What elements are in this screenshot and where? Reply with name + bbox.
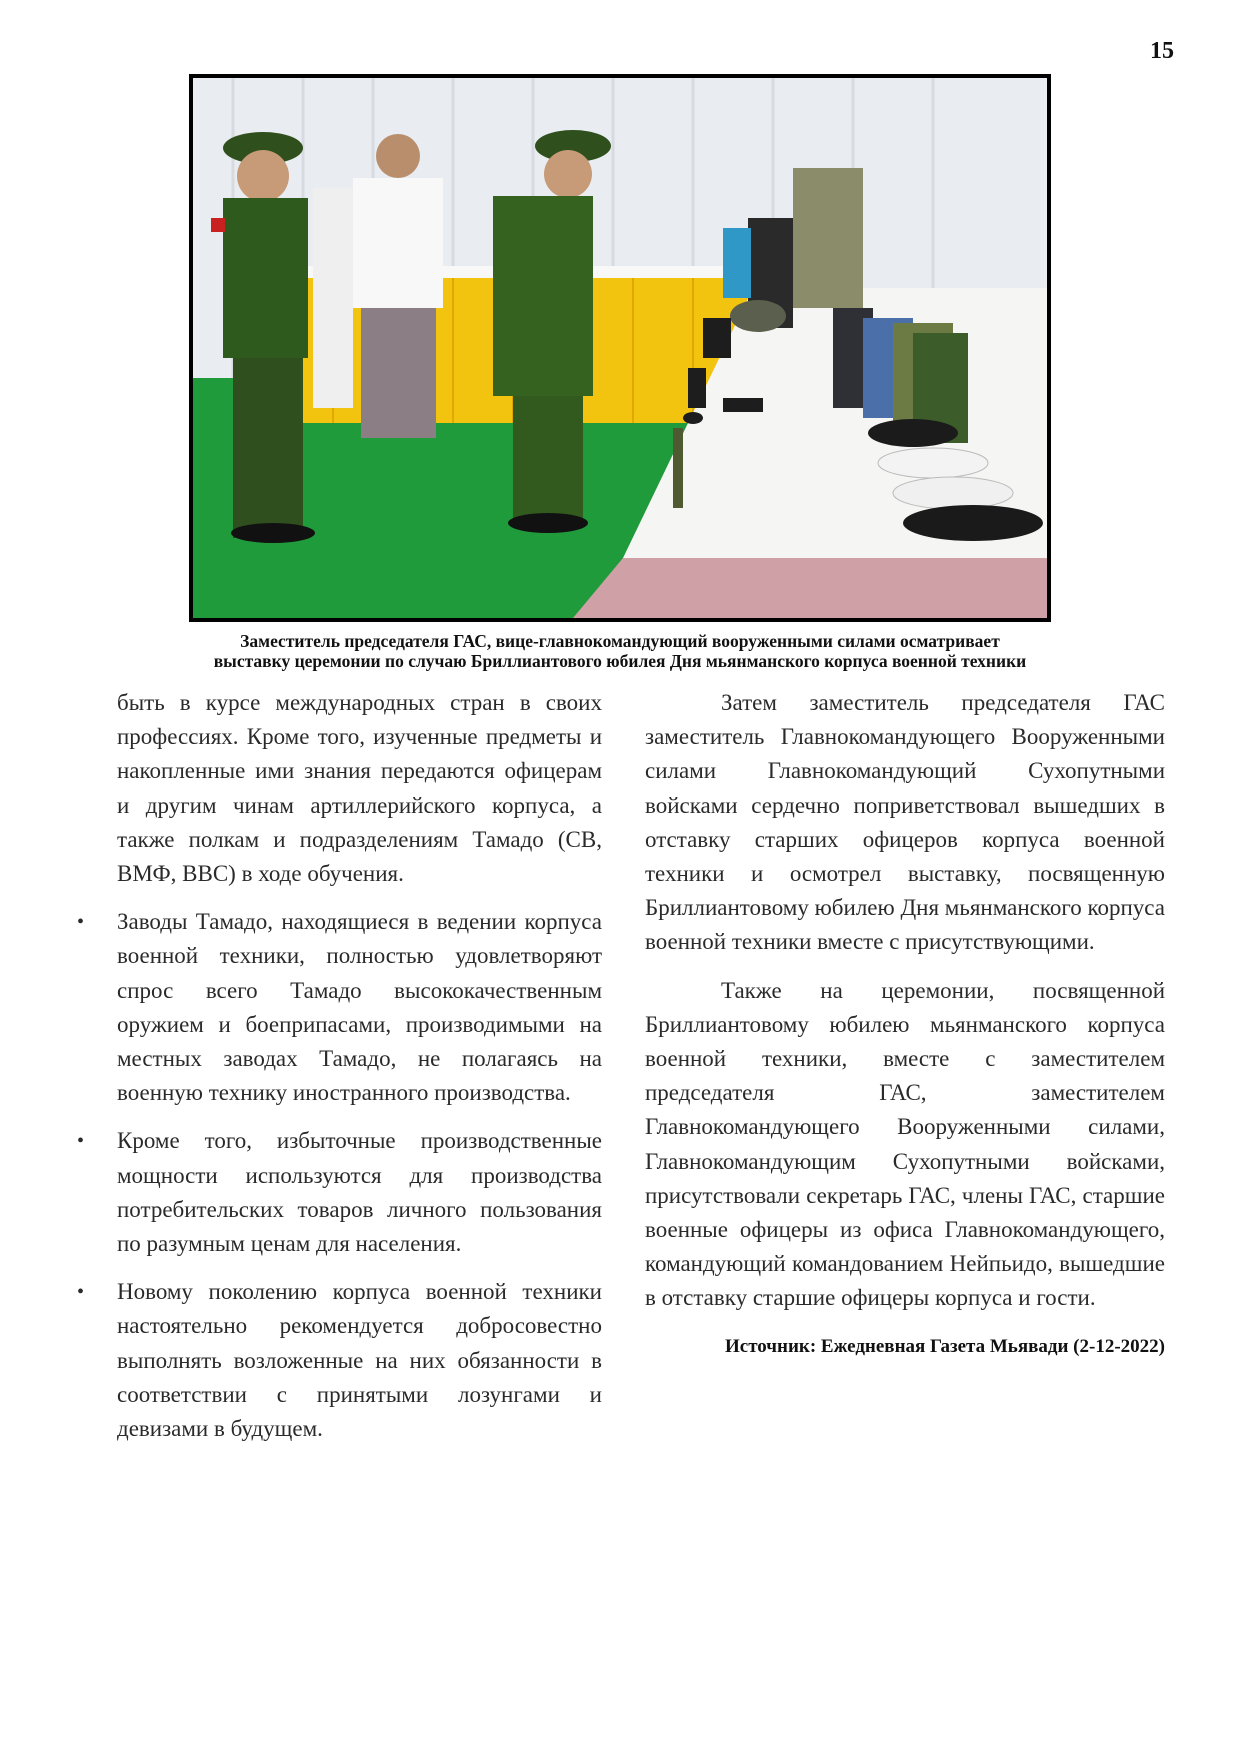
left-intro-paragraph: быть в курсе международных стран в своих профессиях. Кроме того, изученные предметы и накопленные ими знания передаются офицерам и другим чинам артиллерийского корпуса, а также полкам и подразделениям Тамадо (СВ, ВМФ, ВВС) в ходе обучения. <box>117 690 602 887</box>
source-citation: Источник: Ежедневная Газета Мьявади (2-12-2022) <box>725 1335 1165 1357</box>
page-number: 15 <box>1150 38 1174 64</box>
caption-line-1: Заместитель председателя ГАС, вице-главнокомандующий вооруженными силами осматривает <box>240 631 1000 651</box>
bullet-icon: • <box>77 911 85 934</box>
bullet-item <box>77 1124 602 1261</box>
bullet-text: Кроме того, избыточные производственные мощности используются для производства потребительских товаров личного пользования по разумным ценам для населения. <box>117 1128 602 1257</box>
caption-line-2: выставку церемонии по случаю Бриллиантового юбилея Дня мьянманского корпуса военной техники <box>213 651 1027 671</box>
left-column <box>77 686 602 1460</box>
bullet-item <box>77 905 602 1110</box>
bullet-icon: • <box>77 1130 85 1153</box>
bullet-icon: • <box>77 1281 85 1304</box>
right-column <box>645 686 1165 1364</box>
right-paragraph-2: Также на церемонии, посвященной Бриллиантовому юбилею мьянманского корпуса военной техники, вместе с заместителем председателя ГАС, заместителем Главнокомандующего Вооруженными силами, Главнокомандующим Сухопутными войсками, присутствовали секретарь ГАС, члены ГАС, старшие военные офицеры из офиса Главнокомандующего, командующий командованием Нейпьидо, вышедшие в отставку старшие офицеры корпуса и гости. <box>645 977 1165 1311</box>
photo-caption <box>110 631 1130 671</box>
right-paragraph-1: Затем заместитель председателя ГАС заместитель Главнокомандующего Вооруженными силами Главнокомандующий Сухопутными войсками сердечно поприветствовал вышедших в отставку старших офицеров корпуса военной техники и осмотрел выставку, посвященную Бриллиантовому юбилею Дня мьянманского корпуса военной техники вместе с присутствующими. <box>645 690 1165 955</box>
bullet-text: Новому поколению корпуса военной техники настоятельно рекомендуется добросовестно выполнять возложенные на них обязанности в соответствии с принятыми лозунгами и девизами в будущем. <box>117 1279 602 1442</box>
bullet-list <box>77 905 602 1446</box>
exhibition-photo <box>189 74 1051 622</box>
bullet-item <box>77 1275 602 1446</box>
bullet-text: Заводы Тамадо, находящиеся в ведении корпуса военной техники, полностью удовлетворяют спрос всего Тамадо высококачественным оружием и боеприпасами, производимыми на местных заводах Тамадо, не полагаясь на военную технику иностранного производства. <box>117 909 602 1106</box>
